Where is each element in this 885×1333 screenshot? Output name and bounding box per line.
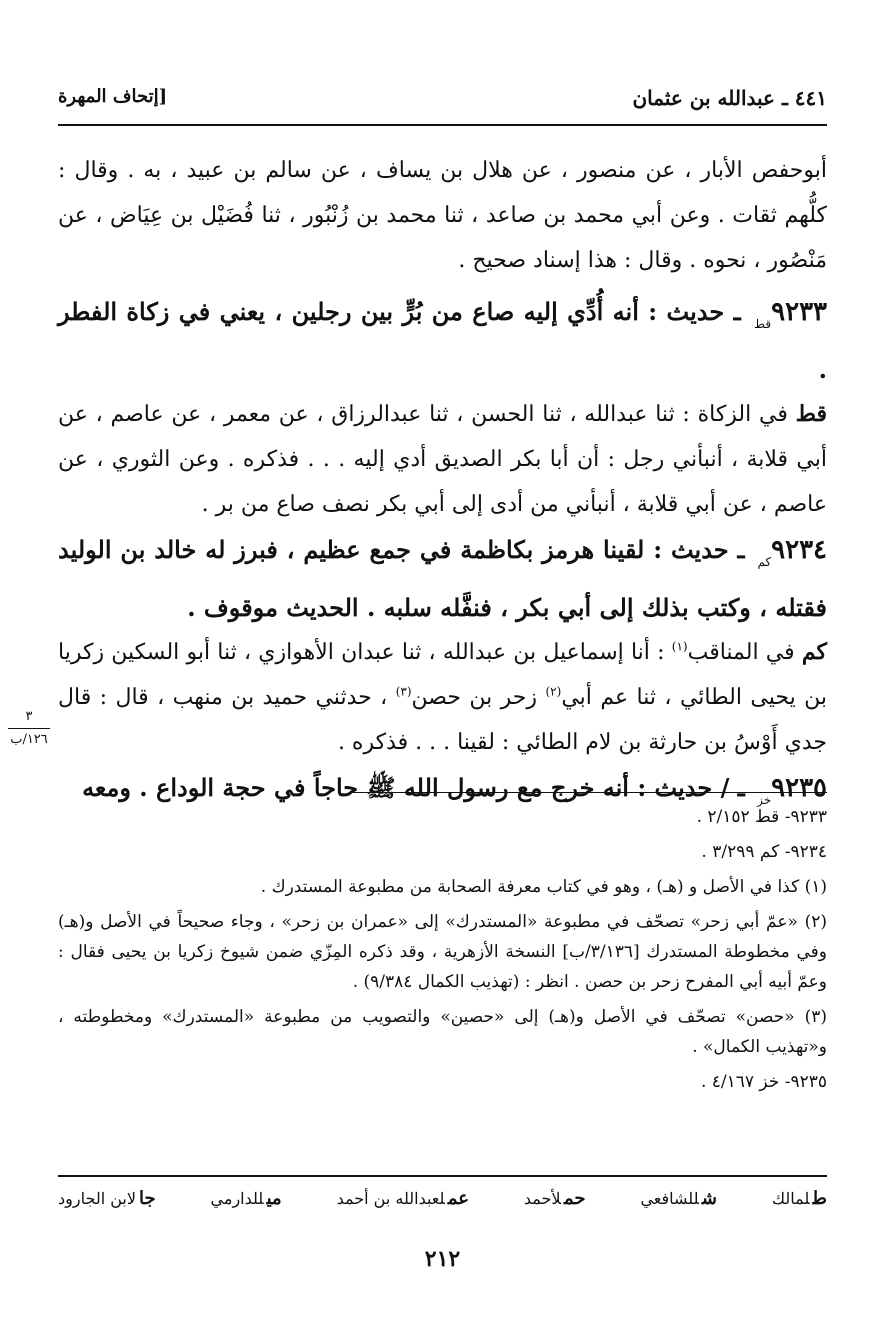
source-paragraph [58, 392, 827, 527]
abbreviation-label: لابن الجارود [58, 1189, 136, 1208]
abbreviations-key [58, 1188, 827, 1209]
footnote: (٢) «عمّ أبي زحر» تصحّف في مطبوعة «المستدرك» إلى «عمران بن زحر» ، وجاء صحيحاً في الأصل و(هـ) وفي مخطوطة المستدرك [٣/١٣٦/ب] النسخة الأزهرية ، وقد ذكره المِزّي ضمن شيوخ زكريا بن يحيى فقال : وعمّ أبيه أبي المفرح زحر بن حصن . انظر : (تهذيب الكمال ٩/٣٨٤) . [58, 912, 827, 992]
footnote: (٣) «حصن» تصحّف في الأصل و(هـ) إلى «حصين» والتصويب من مطبوعة «المستدرك» ومخطوطته ، و«تهذيب الكمال» . [58, 1007, 827, 1057]
source-text: ، حدثني حميد بن منهب ، قال : قال جدي أَوْسُ بن حارثة بن لام الطائي : لقينا . . . فذكره . [58, 685, 827, 755]
source-text: في المناقب [687, 640, 795, 665]
hadith-text: ـ / حديث : أنه خرج مع رسول الله ﷺ حاجاً في حجة الوداع . ومعه [82, 773, 745, 802]
abbreviation-code: ط [812, 1188, 827, 1209]
footnote-ref: (١) [671, 639, 688, 654]
abbreviation-label: للدارمي [210, 1189, 264, 1208]
hadith-number: ٩٢٣٥ [771, 773, 827, 803]
footnote-ref: (٢) [545, 684, 562, 699]
abbreviation-label: للشافعي [640, 1189, 699, 1208]
hadith-heading [58, 289, 827, 392]
continuation-paragraph: أبوحفص الأبار ، عن منصور ، عن هلال بن يساف ، عن سالم بن عبيد ، به . وقال : كلُّهم ثقات . وعن أبي محمد بن صاعد ، ثنا محمد بن زُنْبُور ، ثنا فُضَيْل بن عِيَاض ، عن مَنْصُور ، نحوه . وقال : هذا إسناد صحيح . [58, 158, 827, 273]
footnote-ref: (٣) [395, 684, 412, 699]
abbreviation-item [58, 1188, 156, 1209]
hadith-text: ـ حديث : أنه أُدِّي إليه صاع من بُرٍّ بين رجلين ، يعني في زكاة الفطر . [58, 297, 827, 384]
abbreviation-code: عم [447, 1188, 469, 1209]
running-title: ٤٤١ ـ عبدالله بن عثمان [632, 86, 827, 110]
source-symbol: كم [757, 555, 772, 569]
abbreviation-item [640, 1188, 717, 1209]
abbreviation-item [524, 1188, 586, 1209]
footnote-rule [350, 792, 827, 793]
hadith-number: ٩٢٣٤ [771, 535, 827, 565]
margin-note-bottom: ١٢٦/ب [10, 732, 48, 747]
footnote: ٩٢٣٣- قط ٢/١٥٢ . [696, 807, 827, 827]
abbreviation-label: لعبدالله بن أحمد [336, 1189, 445, 1208]
abbreviation-code: مي [266, 1188, 282, 1209]
hadith-text: ـ حديث : لقينا هرمز بكاظمة في جمع عظيم ، فبرز له خالد بن الوليد فقتله ، وكتب بذلك إلى أبي بكر ، فنفَّله سلبه . الحديث موقوف . [58, 535, 827, 622]
source-code: قط [795, 401, 827, 427]
book-title: [إتحاف المهرة [58, 86, 168, 107]
page-header [58, 86, 827, 120]
header-rule [58, 124, 827, 126]
source-code: كم [801, 639, 827, 665]
margin-note-divider [8, 728, 50, 729]
footnote: (١) كذا في الأصل و (هـ) ، وهو في كتاب معرفة الصحابة من مطبوعة المستدرك . [260, 877, 827, 897]
abbreviation-code: جا [139, 1188, 156, 1209]
abbreviation-item [337, 1188, 469, 1209]
abbreviation-label: لمالك [771, 1189, 810, 1208]
main-text [58, 148, 827, 823]
abbreviation-item [211, 1188, 282, 1209]
margin-note-top: ٣ [25, 709, 33, 724]
footnote: ٩٢٣٤- كم ٣/٢٩٩ . [701, 842, 827, 862]
hadith-heading [58, 527, 827, 630]
abbreviation-label: لأحمد [523, 1189, 561, 1208]
abbreviation-code: ش [701, 1188, 717, 1209]
page-number: ٢١٢ [424, 1246, 461, 1272]
source-text: زحر بن حصن [411, 685, 538, 710]
footnote: ٩٢٣٥- خز ٤/١٦٧ . [700, 1072, 827, 1092]
source-text: : أنا إسماعيل بن عبدالله ، ثنا عبدان الأهوازي ، ثنا أبو السكين زكريا بن يحيى الطائي ، ثنا عم أبي [58, 640, 827, 710]
abbreviations-rule [58, 1175, 827, 1177]
footnotes [58, 802, 827, 1102]
hadith-number: ٩٢٣٣ [771, 297, 827, 327]
abbreviation-item [772, 1188, 827, 1209]
source-symbol: خز [757, 793, 772, 807]
source-paragraph [58, 630, 827, 765]
source-symbol: قط [754, 317, 772, 331]
manuscript-folio-note [4, 708, 54, 749]
abbreviation-code: حم [563, 1188, 586, 1209]
source-text: في الزكاة : ثنا عبدالله ، ثنا الحسن ، ثنا عبدالرزاق ، عن معمر ، عن عاصم ، عن أبي قلابة ، أنبأني رجل : أن أبا بكر الصديق أدي إليه . . . فذكره . وعن الثوري ، عن عاصم ، عن أبي قلابة ، أنبأني من أدى إلى أبي بكر نصف صاع من بر . [58, 402, 827, 517]
